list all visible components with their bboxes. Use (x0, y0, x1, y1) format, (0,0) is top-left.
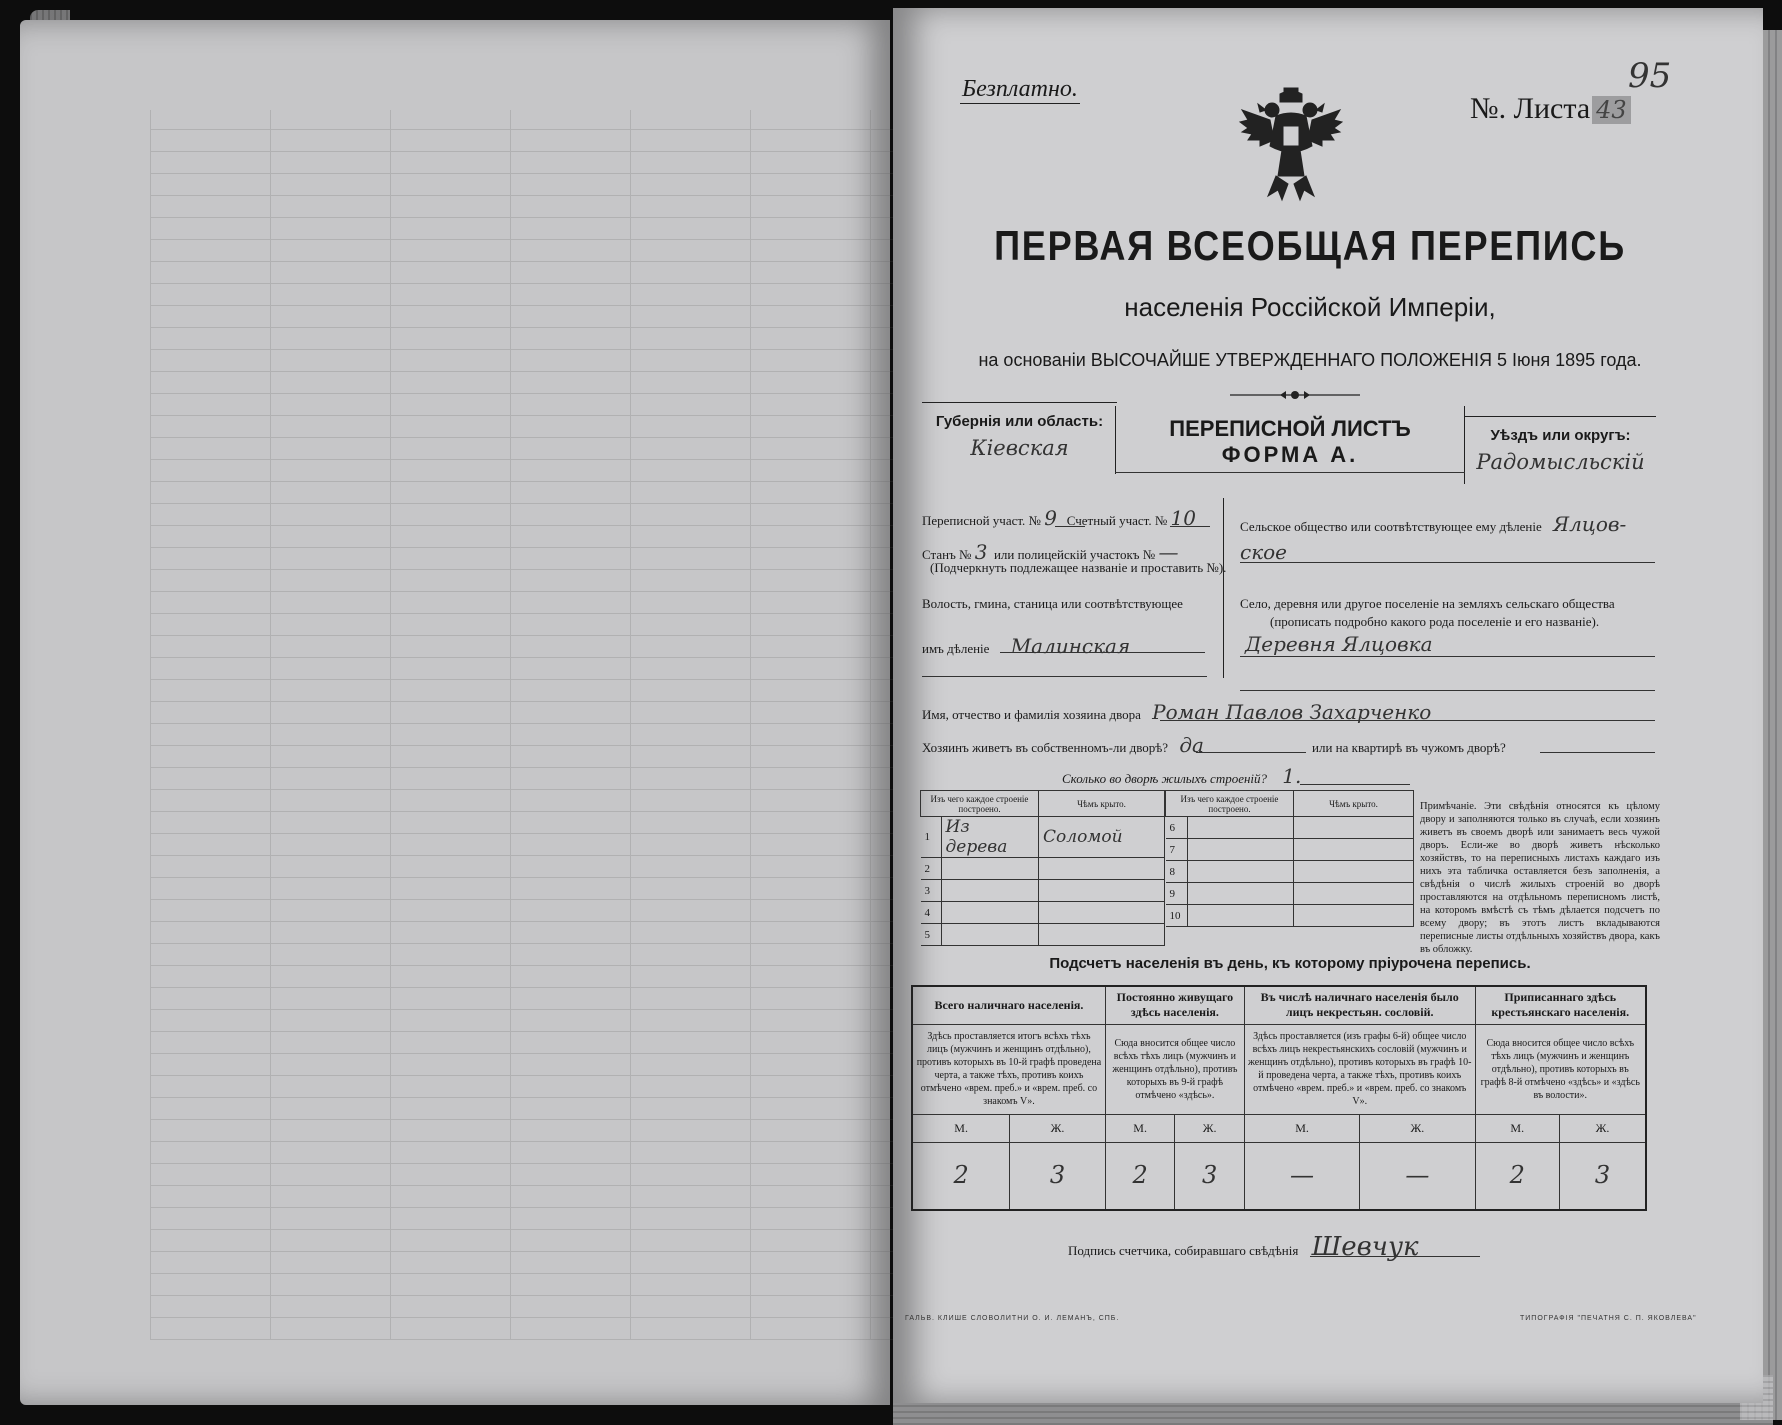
archive-page-number: 95 (1628, 56, 1672, 96)
volost-value: Малинская (1010, 634, 1131, 658)
col-resident-header: Постоянно живущаго здѣсь населенія. (1105, 986, 1244, 1024)
district-value: Радомысльскій (1476, 450, 1645, 474)
col-total-desc: Здѣсь проставляется итогъ всѣхъ тѣхъ лицъ (мужчинъ и женщинъ отдѣльно), противъ которыхъ въ 10-й графѣ проведена черта, а также тѣхъ, противъ коихъ отмѣчено «врем. преб.» и «врем. преб. со знакомъ V». (912, 1024, 1105, 1114)
volost-label-2: имъ дѣленіе (922, 641, 990, 656)
volost-field (922, 634, 1130, 658)
sheet-number (1470, 92, 1631, 126)
district-label: Уѣздъ или округъ: (1490, 427, 1631, 444)
village-hint: (прописать подробно какого рода поселеніе и его названіе). (1270, 614, 1600, 629)
male-label: М. (1105, 1114, 1175, 1142)
form-name-box (1115, 406, 1465, 474)
count-area-value: 10 (1170, 506, 1196, 530)
buildings-note: Примѣчаніе. Эти свѣдѣнія относятся къ цѣлому двору и заполняются только въ случаѣ, если хозяинъ живетъ въ своемъ дворѣ или занимаетъ весь чужой дворъ. Если-же во дворѣ живетъ нѣсколько хозяйствъ, то на переписныхъ листахъ каждаго изъ нихъ эта табличка оставляется безъ заполненія, а свѣдѣнія о числѣ жилыхъ строеній во дворѣ проставляются на отдѣльномъ переписномъ листѣ, на которомъ вмѣстѣ съ тѣмъ дѣлается подсчетъ по всему двору; въ этотъ листъ вкладываются переписные листы отдѣльныхъ хозяйствъ двора, какъ въ обложку. (1420, 801, 1660, 955)
buildings-table-right (1165, 790, 1414, 927)
roof-value: Соломой (1043, 827, 1123, 847)
census-area-label: Переписной участ. № (922, 513, 1041, 528)
header-bottom-rule (1115, 472, 1465, 473)
village-underline-2 (1240, 690, 1655, 691)
nonpeasant-male-value: — (1290, 1161, 1315, 1190)
male-label: М. (912, 1114, 1010, 1142)
signature-label: Подпись счетчика, собиравшаго свѣдѣнія (1068, 1243, 1299, 1258)
signature-field (1068, 1232, 1419, 1262)
table-row: 7 (1166, 839, 1414, 861)
sheet-number-value: 43 (1592, 96, 1631, 124)
legal-basis-line: на основаніи ВЫСОЧАЙШЕ УТВЕРЖДЕННАГО ПОЛОЖЕНІЯ 5 Іюня 1895 года. (978, 350, 1642, 370)
police-area-label: или полицейскій участокъ № (993, 547, 1156, 562)
double-headed-eagle-emblem-icon (1236, 80, 1346, 210)
form-subtitle: населенія Россійской Имперіи, (1124, 292, 1496, 322)
count-area-label: Счетный участ. № (1066, 513, 1168, 528)
table-row: 5 (921, 924, 1165, 946)
imprint-left: ГАЛЬВ. КЛИШЕ СЛОВОЛИТНИ О. И. ЛЕМАНЪ, СПБ. (905, 1315, 1120, 1322)
census-area-underline (1055, 526, 1085, 527)
signature-underline (1310, 1256, 1480, 1257)
female-label: Ж. (1175, 1114, 1245, 1142)
owner-underline (1160, 720, 1655, 721)
district-box (1464, 416, 1656, 484)
signature-value: Шевчук (1311, 1232, 1419, 1262)
buildings-field (1062, 764, 1301, 788)
male-label: М. (1244, 1114, 1359, 1142)
female-label: Ж. (1010, 1114, 1106, 1142)
sheet-number-label: №. Листа (1470, 92, 1591, 125)
population-table (911, 985, 1647, 1211)
resident-male-value: 2 (1132, 1161, 1148, 1190)
census-area-value: 9 (1044, 506, 1057, 530)
owner-label: Имя, отчество и фамилія хозяина двора (922, 707, 1141, 722)
population-title: Подсчетъ населенія въ день, къ которому пріурочена перепись. (1049, 955, 1531, 972)
resident-female-value: 3 (1202, 1161, 1218, 1190)
stan-value: 3 (974, 540, 988, 564)
buildings-underline (1300, 784, 1410, 785)
own-yard-underline (1196, 752, 1306, 753)
form-sheet-title: ПЕРЕПИСНОЙ ЛИСТЪ (1169, 416, 1411, 441)
female-label: Ж. (1360, 1114, 1475, 1142)
left-page (20, 20, 890, 1405)
col-nonpeasant-desc: Здѣсь проставляется (изъ графы 6-й) общее число всѣхъ лицъ некрестьянскихъ сословій (мужчинъ и женщинъ отдѣльно), противъ которыхъ въ графѣ 10-й проведена черта, а также тѣхъ, противъ коихъ отмѣчено «врем. преб.» и «врем. преб. со знакомъ V». (1244, 1024, 1475, 1114)
society-field-2 (1240, 540, 1287, 564)
form-name: ФОРМА А. (1221, 442, 1359, 467)
col-roof-header: Чѣмъ крыто. (1039, 791, 1165, 817)
village-underline (1240, 656, 1655, 657)
stan-hint: (Подчеркнуть подлежащее названіе и проставить №). (930, 560, 1227, 575)
table-row: 9 (1166, 883, 1414, 905)
buildings-table-left (920, 790, 1165, 946)
total-male-value: 2 (953, 1161, 969, 1190)
volost-underline (1000, 652, 1205, 653)
fields-vertical-divider (1223, 498, 1224, 678)
table-row: 8 (1166, 861, 1414, 883)
stan-label: Станъ № (922, 547, 972, 562)
buildings-label: Сколько во дворѣ жилыхъ строеній? (1062, 771, 1268, 786)
nonpeasant-female-value: — (1405, 1161, 1430, 1190)
registered-male-value: 2 (1509, 1161, 1525, 1190)
village-value: Деревня Ялцовка (1245, 632, 1433, 656)
col-registered-header: Приписаннаго здѣсь крестьянскаго населенія. (1475, 986, 1646, 1024)
village-label: Село, деревня или другое поселеніе на земляхъ сельскаго общества (1240, 596, 1615, 611)
own-yard-field (922, 733, 1204, 757)
form-title: ПЕРВАЯ ВСЕОБЩАЯ ПЕРЕПИСЬ (994, 222, 1626, 269)
table-row: 1 Из дерева Соломой (921, 817, 1165, 858)
col-material-header-2: Изъ чего каждое строеніе построено. (1166, 791, 1294, 817)
total-female-value: 3 (1049, 1161, 1066, 1190)
owner-value: Роман Павлов Захарченко (1152, 700, 1432, 724)
col-material-header: Изъ чего каждое строеніе построено. (921, 791, 1039, 817)
rent-underline (1540, 752, 1655, 753)
own-yard-value: да (1179, 733, 1204, 757)
society-label: Сельское общество или соотвѣтствующее ему дѣленіе (1240, 519, 1542, 534)
own-yard-label: Хозяинъ живетъ въ собственномъ-ли дворѣ? (922, 740, 1169, 755)
police-area-value: — (1158, 540, 1179, 564)
province-label: Губернія или область: (935, 413, 1104, 430)
province-box (922, 402, 1117, 472)
col-resident-desc: Сюда вносится общее число всѣхъ тѣхъ лицъ (мужчинъ и женщинъ отдѣльно), противъ которыхъ въ 9-й графѣ отмѣчено «здѣсь». (1105, 1024, 1244, 1114)
left-page-bleed-grid (150, 110, 910, 1340)
rent-label: или на квартирѣ въ чужомъ дворѣ? (1312, 740, 1506, 755)
male-label: М. (1475, 1114, 1560, 1142)
ornament-divider-icon (1230, 388, 1360, 402)
count-area-underline (1170, 526, 1210, 527)
table-row: 10 (1166, 905, 1414, 927)
table-row: 3 (921, 880, 1165, 902)
col-roof-header-2: Чѣмъ крыто. (1294, 791, 1414, 817)
society-field (1240, 512, 1626, 536)
table-row: 6 (1166, 817, 1414, 839)
society-underline (1240, 562, 1655, 563)
society-value-2: ское (1240, 540, 1288, 564)
society-value: Ялцов- (1552, 512, 1627, 536)
registered-female-value: 3 (1594, 1161, 1611, 1190)
material-value: Из дерева (945, 817, 1008, 857)
imprint-right: ТИПОГРАФІЯ "ПЕЧАТНЯ С. П. ЯКОВЛЕВА" (1520, 1315, 1697, 1322)
table-row: 4 (921, 902, 1165, 924)
province-value: Кіевская (970, 436, 1069, 460)
col-registered-desc: Сюда вносится общее число всѣхъ тѣхъ лицъ (мужчинъ и женщинъ отдѣльно), противъ которыхъ въ графѣ 8-й отмѣчено «здѣсь» и «здѣсь въ волости». (1475, 1024, 1646, 1114)
buildings-value: 1. (1282, 764, 1302, 788)
gratis-label: Безплатно. (962, 76, 1078, 102)
volost-underline-2 (922, 676, 1207, 677)
table-row: 2 (921, 858, 1165, 880)
village-field (1245, 632, 1433, 656)
col-total-header: Всего наличнаго населенія. (912, 986, 1105, 1024)
female-label: Ж. (1560, 1114, 1646, 1142)
col-nonpeasant-header: Въ числѣ наличнаго населенія было лицъ некрестьян. сословій. (1244, 986, 1475, 1024)
volost-label: Волость, гмина, станица или соотвѣтствующее (922, 596, 1183, 611)
